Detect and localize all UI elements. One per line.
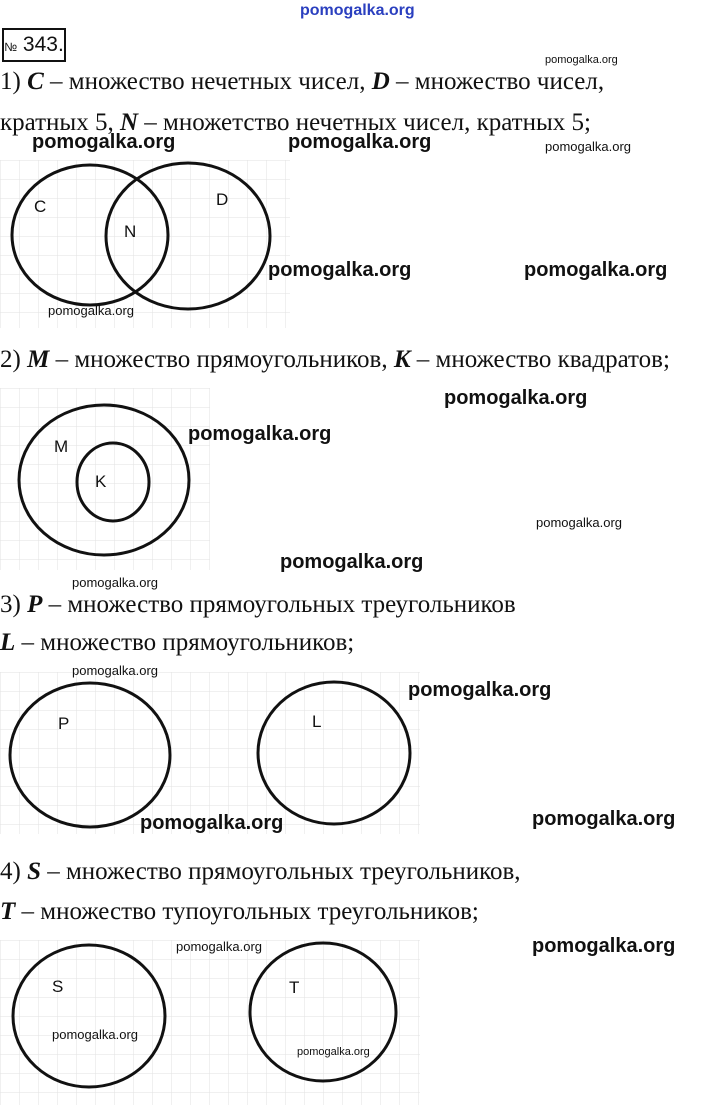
problem-number-box — [2, 28, 66, 62]
watermark-top: pomogalka.org — [300, 2, 415, 19]
watermark: pomogalka.org — [444, 387, 588, 409]
watermark: pomogalka.org — [297, 1046, 370, 1058]
watermark: pomogalka.org — [176, 939, 262, 954]
diagram-1-venn — [0, 160, 300, 330]
label-s: S — [52, 977, 64, 996]
problem-number: 343. — [22, 33, 64, 56]
item-2-line-1: 2) M – множество прямоугольников, K – множество квадратов; — [0, 346, 670, 373]
item-1-line-1: 1) C – множество нечетных чисел, D – множество чисел, — [0, 68, 605, 95]
watermark: pomogalka.org — [408, 679, 552, 701]
item-4-line-1: 4) S – множество прямоугольных треугольников, — [0, 858, 521, 885]
label-p: P — [58, 714, 70, 733]
watermark: pomogalka.org — [188, 423, 332, 445]
watermark: pomogalka.org — [72, 575, 158, 590]
watermark: pomogalka.org — [32, 131, 176, 153]
watermark: pomogalka.org — [536, 515, 622, 530]
watermark: pomogalka.org — [52, 1027, 138, 1042]
diagram-4-disjoint — [0, 940, 430, 1105]
watermark: pomogalka.org — [545, 139, 631, 154]
diagram-2-nested — [0, 388, 230, 573]
watermark: pomogalka.org — [532, 935, 676, 957]
item-3-line-2: L – множество прямоугольников; — [0, 629, 355, 656]
label-d: D — [216, 190, 229, 209]
label-n: N — [124, 222, 137, 241]
watermark: pomogalka.org — [268, 259, 412, 281]
label-l: L — [312, 712, 322, 731]
label-c: C — [34, 197, 47, 216]
watermark: pomogalka.org — [140, 812, 284, 834]
watermark: pomogalka.org — [48, 303, 134, 318]
item-1-line-2: кратных 5, N – множетство нечетных чисел, кратных 5; — [0, 109, 591, 136]
watermark: pomogalka.org — [280, 551, 424, 573]
number-prefix: № — [4, 40, 18, 54]
label-t: T — [289, 978, 300, 997]
watermark: pomogalka.org — [532, 808, 676, 830]
watermark: pomogalka.org — [288, 131, 432, 153]
item-3-line-1: 3) P – множество прямоугольных треугольников — [0, 591, 516, 618]
label-k: K — [95, 472, 107, 491]
label-m: M — [54, 437, 69, 456]
watermark: pomogalka.org — [524, 259, 668, 281]
watermark: pomogalka.org — [72, 663, 158, 678]
watermark: pomogalka.org — [545, 54, 618, 66]
item-4-line-2: T – множество тупоугольных треугольников; — [0, 898, 479, 925]
